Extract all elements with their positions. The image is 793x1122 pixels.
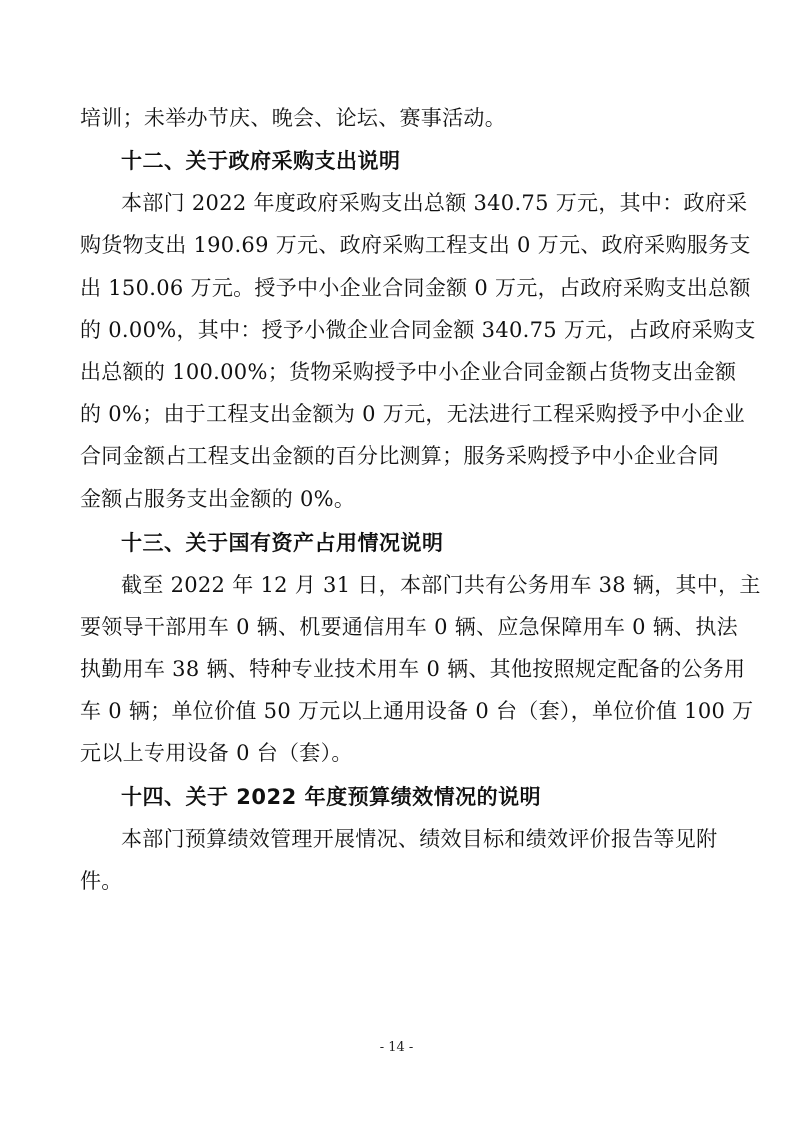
paragraph-line: 执勤用车 38 辆、特种专业技术用车 0 辆、其他按照规定配备的公务用 (80, 657, 746, 681)
paragraph-line: 合同金额占工程支出金额的百分比测算；服务采购授予中小企业合同 (80, 444, 719, 468)
paragraph-line: 出总额的 100.00%；货物采购授予中小企业合同金额占货物支出金额 (80, 360, 737, 384)
paragraph-line: 元以上专用设备 0 台（套）。 (80, 741, 353, 765)
paragraph-line: 本部门预算绩效管理开展情况、绩效目标和绩效评价报告等见附 (121, 827, 718, 851)
section-heading-procurement: 十二、关于政府采购支出说明 (121, 149, 401, 173)
paragraph-line: 截至 2022 年 12 月 31 日，本部门共有公务用车 38 辆，其中，主 (121, 573, 761, 597)
section-heading-performance: 十四、关于 2022 年度预算绩效情况的说明 (121, 785, 542, 809)
paragraph-line: 件。 (80, 869, 123, 893)
paragraph-line: 金额占服务支出金额的 0%。 (80, 487, 356, 511)
paragraph-line: 要领导干部用车 0 辆、机要通信用车 0 辆、应急保障用车 0 辆、执法 (80, 615, 738, 639)
page-number: - 14 - (379, 1040, 414, 1055)
paragraph-line: 出 150.06 万元。授予中小企业合同金额 0 万元，占政府采购支出总额 (80, 276, 751, 300)
paragraph-line: 本部门 2022 年度政府采购支出总额 340.75 万元，其中：政府采 (121, 191, 748, 215)
paragraph-line: 的 0%；由于工程支出金额为 0 万元，无法进行工程采购授予中小企业 (80, 402, 745, 426)
paragraph-line: 培训；未举办节庆、晚会、论坛、赛事活动。 (80, 106, 506, 130)
paragraph-line: 购货物支出 190.69 万元、政府采购工程支出 0 万元、政府采购服务支 (80, 233, 751, 257)
paragraph-line: 车 0 辆；单位价值 50 万元以上通用设备 0 台（套），单位价值 100 万 (80, 699, 754, 723)
paragraph-line: 的 0.00%，其中：授予小微企业合同金额 340.75 万元，占政府采购支 (80, 318, 756, 342)
section-heading-assets: 十三、关于国有资产占用情况说明 (121, 531, 444, 555)
